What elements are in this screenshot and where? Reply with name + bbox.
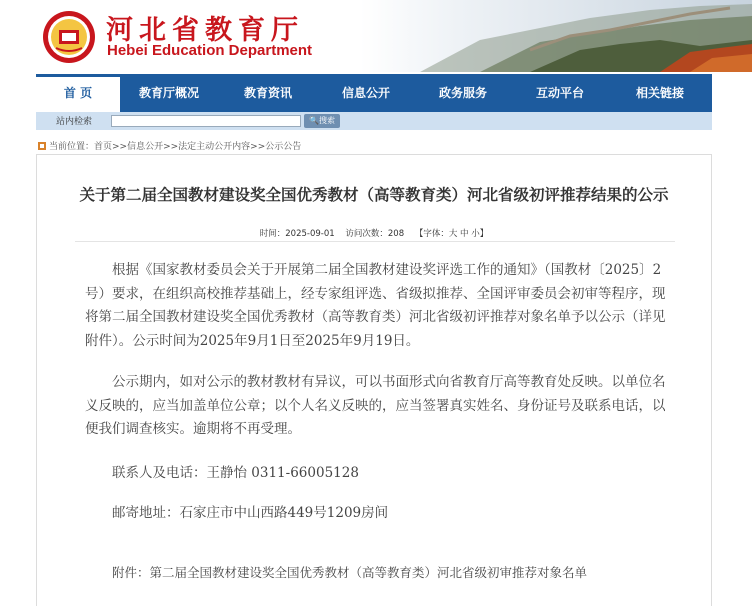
- nav-item-interaction-platform[interactable]: 互动平台: [535, 86, 584, 100]
- nav-item-home[interactable]: 首 页: [36, 74, 120, 112]
- article-container: [36, 154, 712, 606]
- attachment-link[interactable]: 附件：第二届全国教材建设奖全国优秀教材（高等教育类）河北省级初审推荐对象名单: [112, 565, 588, 580]
- contact-line: 联系人及电话：王静怡 0311-66005128: [112, 465, 359, 481]
- nav-item-education-news[interactable]: 教育资讯: [243, 86, 292, 100]
- font-size-switcher[interactable]: 【字体：大 中 小】: [414, 229, 489, 239]
- site-title-english: Hebei Education Department: [107, 42, 313, 59]
- nav-item-government-services[interactable]: 政务服务: [438, 86, 487, 100]
- title-divider: [75, 241, 675, 242]
- publish-time: 时间：2025-09-01: [259, 229, 335, 239]
- location-icon: [38, 142, 46, 150]
- great-wall-banner-image: [360, 0, 752, 72]
- article-paragraph-2: 公示期内，如对公示的教材教材有异议，可以书面形式向省教育厅高等教育处反映。以单位名义反映的，应当加盖单位公章；以个人名义反映的，应当签署真实姓名、身份证号及联系电话，以便我们调查核实。逾期将不再受理。: [85, 374, 666, 437]
- site-header: [0, 0, 752, 72]
- search-button[interactable]: [304, 114, 340, 128]
- site-title-chinese: 河北省教育厅: [106, 15, 304, 46]
- nav-item-information-disclosure[interactable]: 信息公开: [341, 86, 390, 100]
- article-meta: [37, 227, 711, 239]
- site-search-bar: [36, 112, 712, 130]
- search-label: 站内检索: [56, 117, 93, 127]
- main-nav: [36, 74, 712, 112]
- address-line: 邮寄地址：石家庄市中山西路449号1209房间: [112, 505, 389, 521]
- nav-item-department-overview[interactable]: 教育厅概况: [138, 86, 199, 100]
- department-emblem-logo: [42, 10, 96, 64]
- nav-item-related-links[interactable]: 相关链接: [635, 86, 684, 100]
- search-input[interactable]: [111, 115, 301, 127]
- search-icon: 🔍: [309, 116, 319, 125]
- search-button-label: 搜索: [318, 116, 335, 125]
- article-paragraph-1: 根据《国家教材委员会关于开展第二届全国教材建设奖评选工作的通知》（国教材〔2025〕2号）要求，在组织高校推荐基础上，经专家组评选、省级拟推荐、全国评审委员会初审等程序，现将第二届全国教材建设奖全国优秀教材（高等教育类）河北省级初评推荐对象名单予以公示（详见附件）。公示时间为2025年9月1日至2025年9月19日。: [85, 262, 666, 349]
- article-title: 关于第二届全国教材建设奖全国优秀教材（高等教育类）河北省级初评推荐结果的公示: [79, 186, 669, 204]
- breadcrumb: [38, 139, 301, 152]
- breadcrumb-text: 当前位置：首页>>信息公开>>法定主动公开内容>>公示公告: [49, 142, 302, 152]
- visit-count: 访问次数：208: [345, 229, 405, 239]
